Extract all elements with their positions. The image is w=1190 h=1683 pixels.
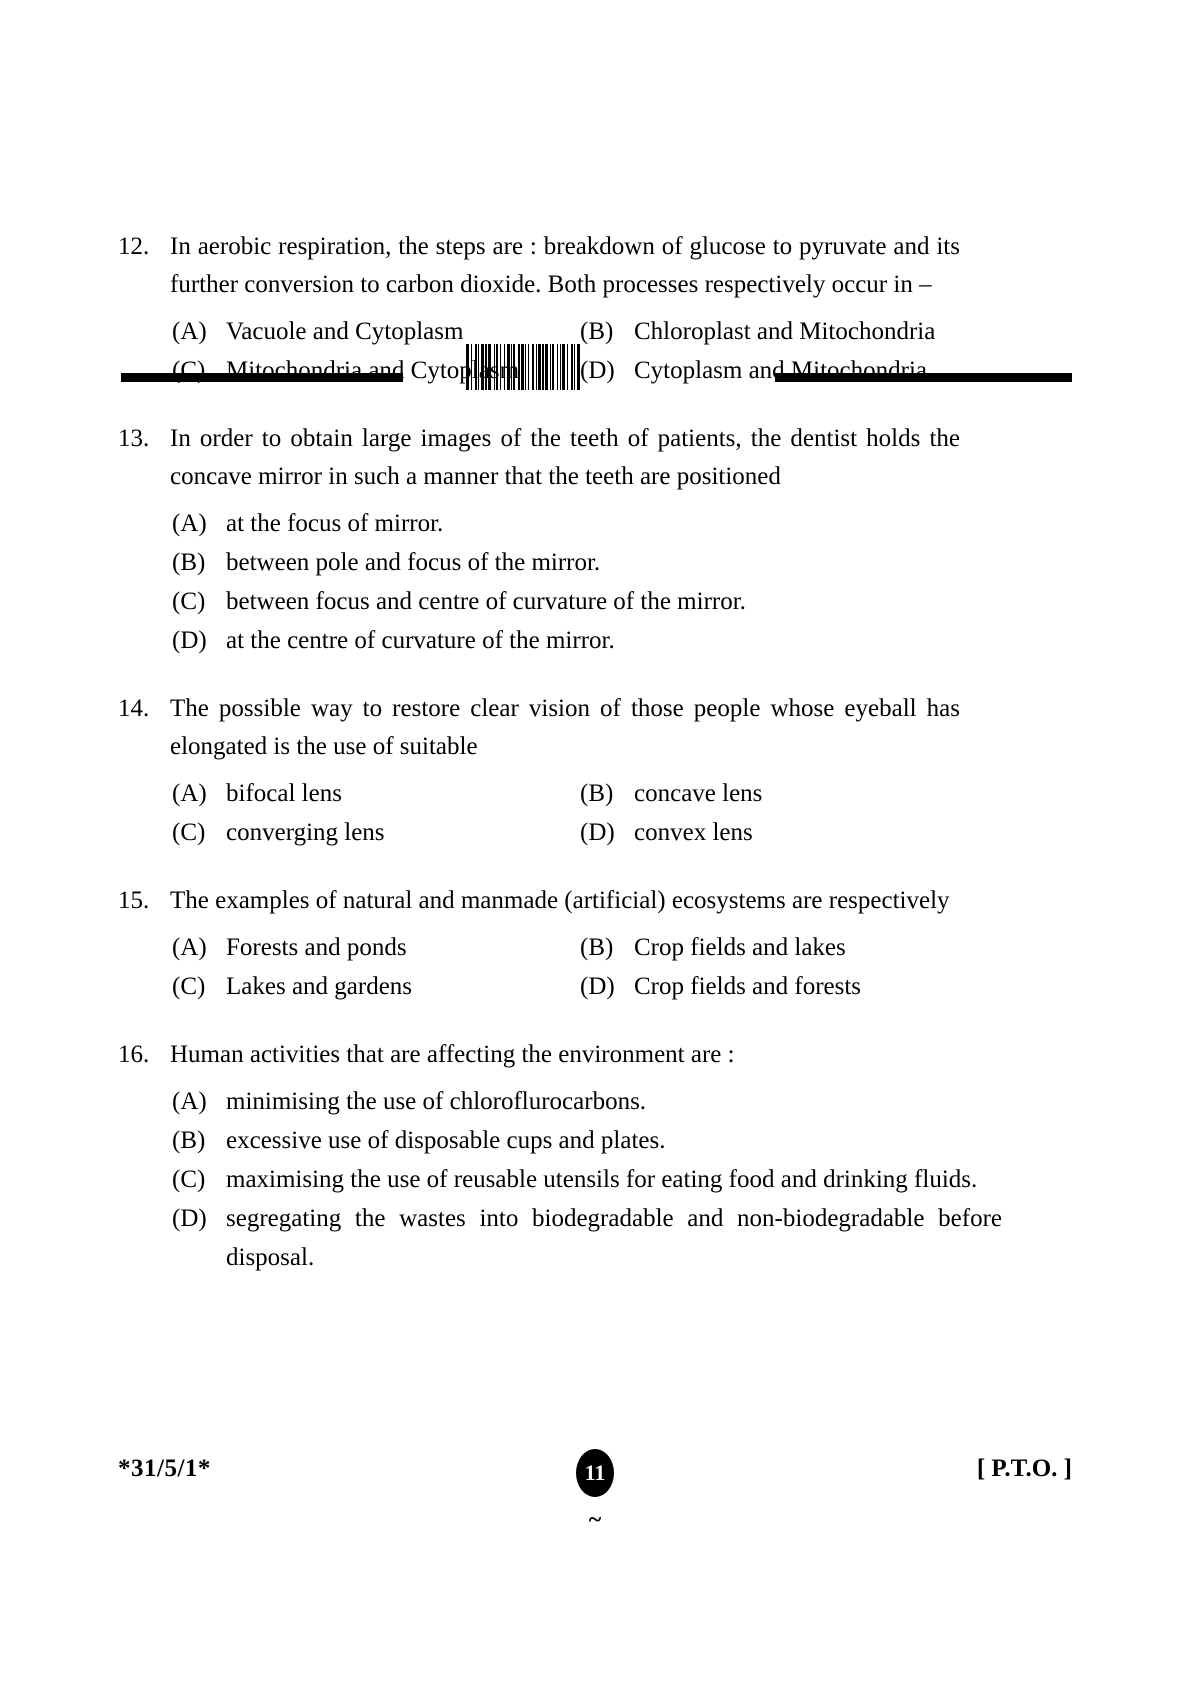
option-label: (D): [580, 819, 615, 846]
option-row: [0, 621, 1190, 660]
option-label: (D): [172, 1205, 207, 1232]
option-label: (D): [580, 973, 615, 1000]
question-block: [0, 1036, 1190, 1307]
option-a[interactable]: [172, 774, 580, 813]
option-c[interactable]: [172, 1160, 1002, 1199]
option-d[interactable]: [580, 813, 1020, 852]
option-group: [0, 312, 1190, 390]
page-footer: [0, 1455, 1190, 1565]
pto-label: [ P.T.O. ]: [976, 1455, 1072, 1482]
question-block: [0, 228, 1190, 420]
page-number-badge: 11: [576, 1449, 614, 1497]
option-label: (C): [172, 1166, 206, 1193]
option-label: (A): [172, 780, 207, 807]
option-label: (D): [172, 627, 207, 654]
option-text: Lakes and gardens: [226, 973, 413, 1000]
questions-list: [0, 228, 1190, 1307]
paper-code: *31/5/1*: [118, 1455, 211, 1482]
option-text: Chloroplast and Mitochondria: [634, 318, 936, 345]
option-text: at the centre of curvature of the mirror.: [226, 627, 615, 654]
option-b[interactable]: [580, 774, 1020, 813]
question-block: [0, 882, 1190, 1036]
option-label: (A): [172, 1088, 207, 1115]
option-text: Crop fields and forests: [634, 973, 862, 1000]
question-block: [0, 420, 1190, 690]
option-row: [0, 351, 1190, 390]
option-b[interactable]: [580, 928, 1020, 967]
option-row: [0, 1082, 1190, 1121]
option-a[interactable]: [172, 504, 1002, 543]
option-c[interactable]: [172, 351, 580, 390]
question-number: 16.: [118, 1041, 150, 1068]
option-label: (B): [172, 1127, 206, 1154]
page-header: [0, 168, 1190, 224]
option-c[interactable]: [172, 813, 580, 852]
option-label: (C): [172, 588, 206, 615]
option-text: between focus and centre of curvature of the mirror.: [226, 588, 746, 615]
option-row: [0, 582, 1190, 621]
option-row: [0, 813, 1190, 852]
option-text: Forests and ponds: [226, 934, 407, 961]
option-c[interactable]: [172, 582, 1002, 621]
option-b[interactable]: [580, 312, 1020, 351]
question-heading: [0, 1036, 1190, 1074]
option-text: segregating the wastes into biodegradable and non-biodegradable before disposal.: [226, 1205, 1002, 1271]
option-row: [0, 312, 1190, 351]
option-text: Vacuole and Cytoplasm: [226, 318, 464, 345]
option-row: [0, 1160, 1190, 1199]
option-d[interactable]: [580, 967, 1020, 1006]
question-text: Human activities that are affecting the environment are :: [170, 1041, 735, 1068]
option-text: concave lens: [634, 780, 763, 807]
option-a[interactable]: [172, 928, 580, 967]
option-group: [0, 774, 1190, 852]
option-label: (C): [172, 973, 206, 1000]
option-c[interactable]: [172, 967, 580, 1006]
option-label: (A): [172, 510, 207, 537]
option-text: at the focus of mirror.: [226, 510, 444, 537]
option-d[interactable]: [172, 1199, 1002, 1277]
option-row: [0, 504, 1190, 543]
option-text: maximising the use of reusable utensils for eating food and drinking fluids.: [226, 1166, 978, 1193]
question-number: 12.: [118, 233, 150, 260]
option-text: excessive use of disposable cups and plates.: [226, 1127, 666, 1154]
option-group: [0, 504, 1190, 660]
option-a[interactable]: [172, 1082, 1002, 1121]
option-row: [0, 928, 1190, 967]
option-group: [0, 1082, 1190, 1277]
question-text: The possible way to restore clear vision of those people whose eyeball has elongated is the use of suitable: [170, 695, 960, 760]
option-text: bifocal lens: [226, 780, 342, 807]
option-label: (B): [580, 934, 614, 961]
option-text: convex lens: [634, 819, 753, 846]
option-label: (B): [172, 549, 206, 576]
tilde-mark: ~: [588, 1507, 602, 1533]
option-label: (C): [172, 357, 206, 384]
question-heading: [0, 228, 1190, 304]
option-row: [0, 1199, 1190, 1277]
option-text: Mitochondria and Cytoplasm: [226, 357, 520, 384]
question-heading: [0, 420, 1190, 496]
option-label: (D): [580, 357, 615, 384]
option-label: (A): [172, 934, 207, 961]
question-text: In order to obtain large images of the teeth of patients, the dentist holds the concave mirror in such a manner that the teeth are positioned: [170, 425, 960, 490]
option-text: converging lens: [226, 819, 385, 846]
question-heading: [0, 690, 1190, 766]
option-row: [0, 1121, 1190, 1160]
option-label: (B): [580, 780, 614, 807]
option-row: [0, 543, 1190, 582]
question-number: 13.: [118, 425, 150, 452]
option-b[interactable]: [172, 1121, 1002, 1160]
option-d[interactable]: [580, 351, 1020, 390]
question-text: In aerobic respiration, the steps are : breakdown of glucose to pyruvate and its further conversion to carbon dioxide. Both processes respectively occur in –: [170, 233, 960, 298]
option-text: Cytoplasm and Mitochondria: [634, 357, 928, 384]
option-row: [0, 967, 1190, 1006]
option-text: Crop fields and lakes: [634, 934, 846, 961]
option-label: (C): [172, 819, 206, 846]
option-text: minimising the use of chloroflurocarbons.: [226, 1088, 647, 1115]
option-group: [0, 928, 1190, 1006]
option-text: between pole and focus of the mirror.: [226, 549, 601, 576]
option-b[interactable]: [172, 543, 1002, 582]
option-label: (A): [172, 318, 207, 345]
option-d[interactable]: [172, 621, 1002, 660]
question-number: 14.: [118, 695, 150, 722]
option-label: (B): [580, 318, 614, 345]
question-number: 15.: [118, 887, 150, 914]
question-block: [0, 690, 1190, 882]
question-heading: [0, 882, 1190, 920]
option-a[interactable]: [172, 312, 580, 351]
question-text: The examples of natural and manmade (artificial) ecosystems are respectively: [170, 887, 950, 914]
option-row: [0, 774, 1190, 813]
